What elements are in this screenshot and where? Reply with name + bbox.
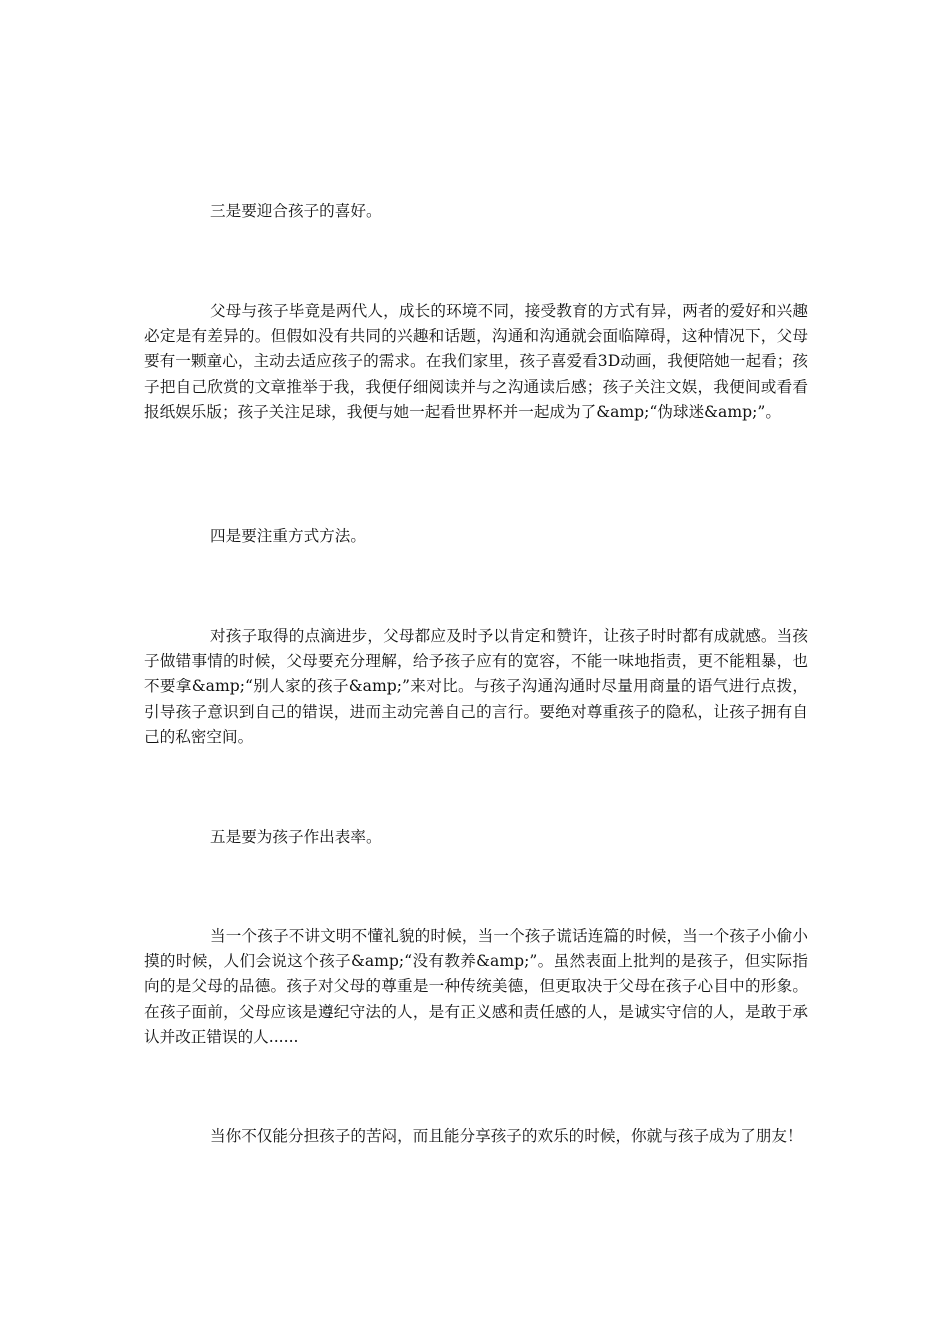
closing-paragraph: 当你不仅能分担孩子的苦闷，而且能分享孩子的欢乐的时候，你就与孩子成为了朋友！ bbox=[210, 1127, 803, 1145]
section-heading-3: 三是要迎合孩子的喜好。 bbox=[210, 202, 382, 220]
section-body-5: 当一个孩子不讲文明不懂礼貌的时候，当一个孩子谎话连篇的时候，当一个孩子小偷小摸的时候，人们会说这个孩子&amp;“没有教养&amp;”。虽然表面上批判的是孩子，但实际指向的是父母的品德。孩子对父母的尊重是一种传统美德，但更取决于父母在孩子心目中的形象。在孩子面前，父母应该是遵纪守法的人，是有正义感和责任感的人，是诚实守信的人，是敢于承认并改正错误的人...... bbox=[144, 927, 808, 1046]
section-heading-5: 五是要为孩子作出表率。 bbox=[210, 828, 382, 846]
section-body-4: 对孩子取得的点滴进步，父母都应及时予以肯定和赞许，让孩子时时都有成就感。当孩子做错事情的时候，父母要充分理解，给予孩子应有的宽容，不能一味地指责，更不能粗暴，也不要拿&amp;“别人家的孩子&amp;”来对比。与孩子沟通沟通时尽量用商量的语气进行点拨，引导孩子意识到自己的错误，进而主动完善自己的言行。要绝对尊重孩子的隐私，让孩子拥有自己的私密空间。 bbox=[144, 627, 808, 746]
section-heading-4: 四是要注重方式方法。 bbox=[210, 527, 366, 545]
section-body-3: 父母与孩子毕竟是两代人，成长的环境不同，接受教育的方式有异，两者的爱好和兴趣必定是有差异的。但假如没有共同的兴趣和话题，沟通和沟通就会面临障碍，这种情况下，父母要有一颗童心，主动去适应孩子的需求。在我们家里，孩子喜爱看3D动画，我便陪她一起看；孩子把自己欣赏的文章推举于我，我便仔细阅读并与之沟通读后感；孩子关注文娱，我便间或看看报纸娱乐版；孩子关注足球，我便与她一起看世界杯并一起成为了&amp;“伪球迷&amp;”。 bbox=[144, 302, 808, 421]
